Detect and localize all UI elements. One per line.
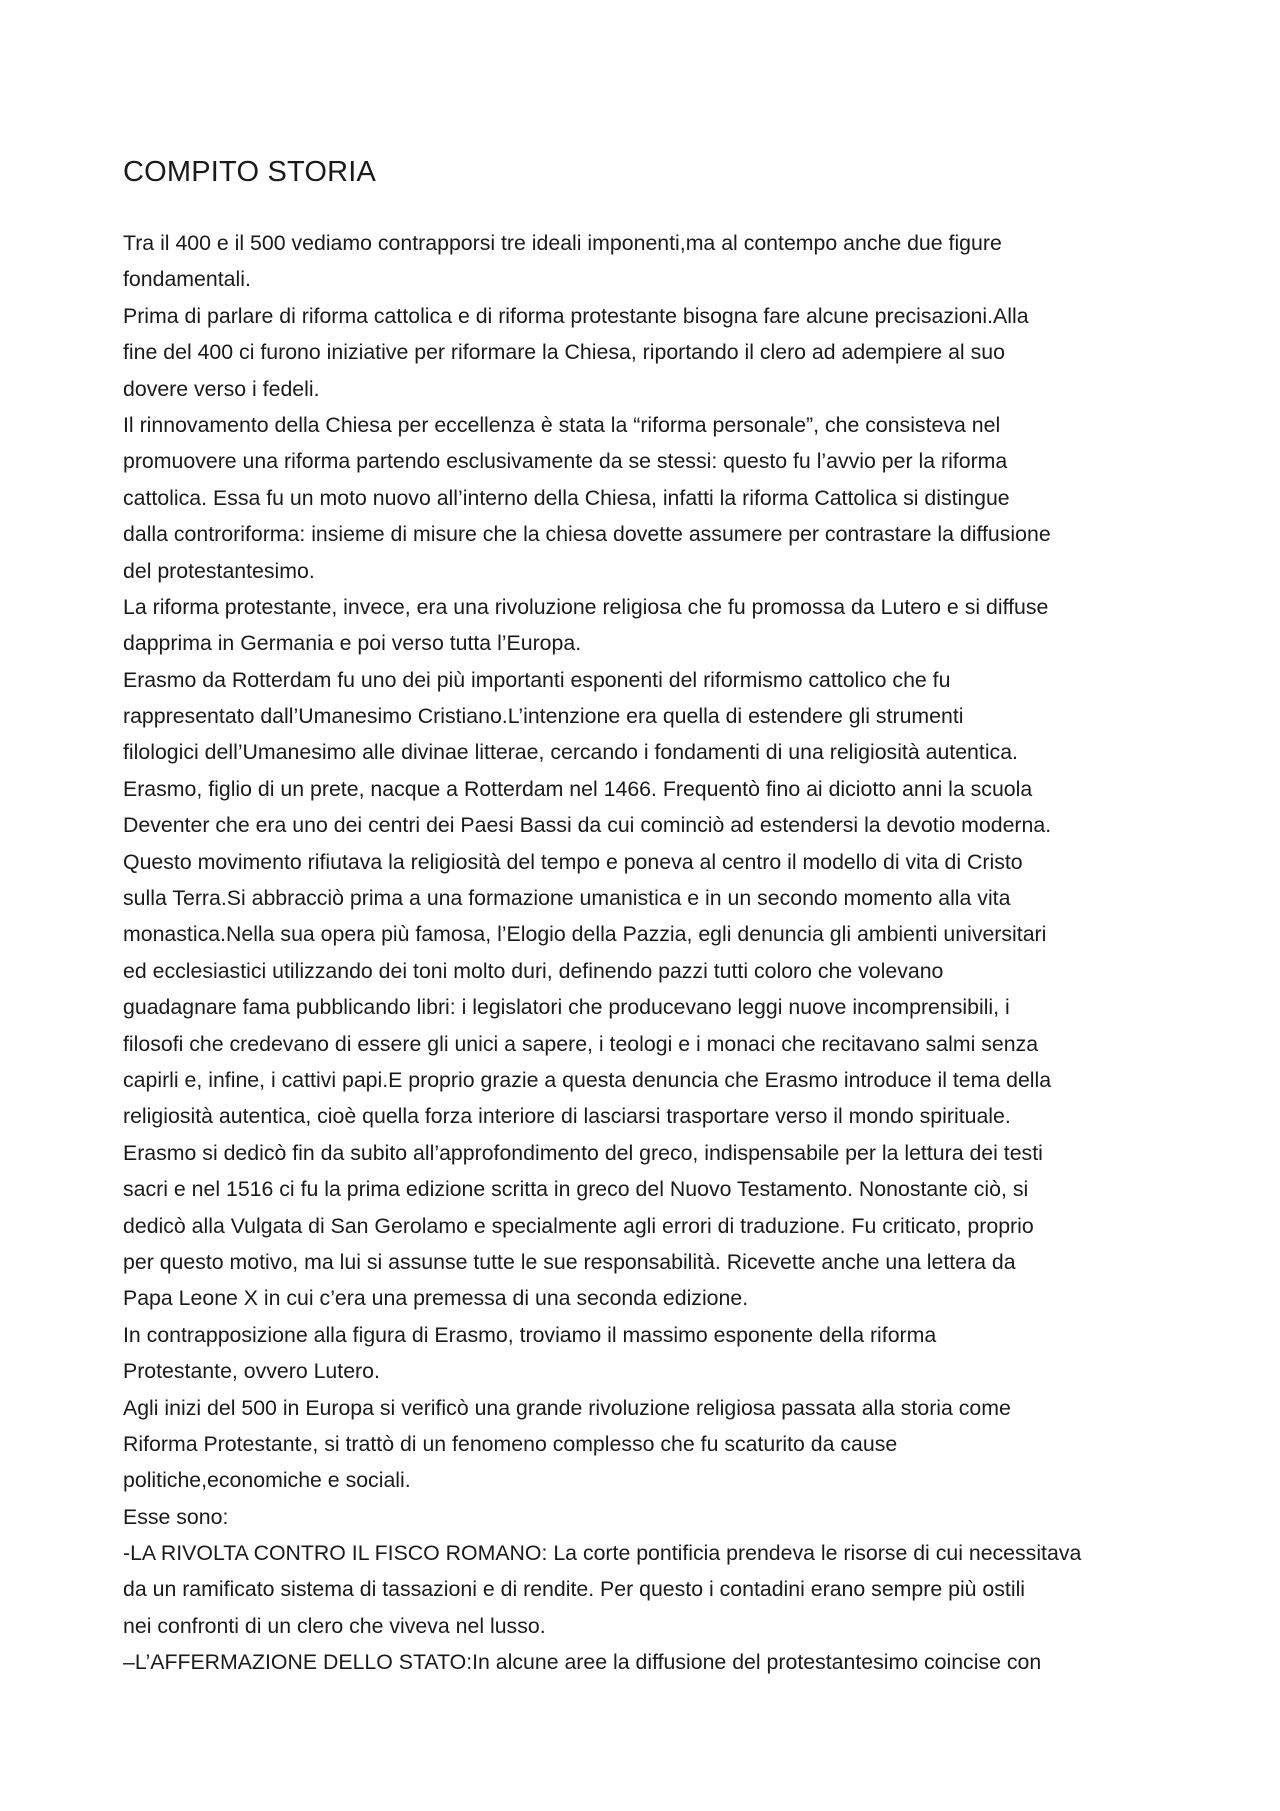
text-line: per questo motivo, ma lui si assunse tutte le sue responsabilità. Ricevette anche una lettera da <box>123 1249 1016 1274</box>
text-line: sacri e nel 1516 ci fu la prima edizione scritta in greco del Nuovo Testamento. Nonostante ciò, si <box>123 1177 1029 1202</box>
text-line: dalla controriforma: insieme di misure che la chiesa dovette assumere per contrastare la diffusione <box>123 522 1051 547</box>
text-line: dedicò alla Vulgata di San Gerolamo e specialmente agli errori di traduzione. Fu criticato, proprio <box>123 1213 1034 1238</box>
text-line: religiosità autentica, cioè quella forza interiore di lasciarsi trasportare verso il mondo spirituale. <box>123 1104 1011 1129</box>
text-line: nei confronti di un clero che viveva nel lusso. <box>123 1613 546 1638</box>
page-title: COMPITO STORIA <box>123 156 377 188</box>
text-line: Esse sono: <box>123 1504 229 1529</box>
text-line: monastica.Nella sua opera più famosa, l’Elogio della Pazzia, egli denuncia gli ambienti universitari <box>123 922 1047 947</box>
text-line: Erasmo da Rotterdam fu uno dei più importanti esponenti del riformismo cattolico che fu <box>123 667 951 692</box>
text-line: ed ecclesiastici utilizzando dei toni molto duri, definendo pazzi tutti coloro che volevano <box>123 958 944 983</box>
text-line: del protestantesimo. <box>123 558 315 583</box>
text-line: promuovere una riforma partendo esclusivamente da se stessi: questo fu l’avvio per la riforma <box>123 449 1008 474</box>
text-line: Protestante, ovvero Lutero. <box>123 1359 380 1384</box>
text-line: Prima di parlare di riforma cattolica e di riforma protestante bisogna fare alcune precisazioni.Alla <box>123 303 1029 328</box>
text-line: guadagnare fama pubblicando libri: i legislatori che producevano leggi nuove incomprensibili, i <box>123 995 1010 1020</box>
text-line: filologici dell’Umanesimo alle divinae litterae, cercando i fondamenti di una religiosità autentica. <box>123 740 1018 765</box>
text-line: Questo movimento rifiutava la religiosità del tempo e poneva al centro il modello di vita di Cristo <box>123 849 1023 874</box>
text-line: Erasmo si dedicò fin da subito all’approfondimento del greco, indispensabile per la lettura dei testi <box>123 1140 1043 1165</box>
text-line: Papa Leone X in cui c’era una premessa di una seconda edizione. <box>123 1286 749 1311</box>
text-line: Tra il 400 e il 500 vediamo contrapporsi tre ideali imponenti,ma al contempo anche due figure <box>123 231 1002 255</box>
text-line: politiche,economiche e sociali. <box>123 1468 411 1493</box>
text-line: capirli e, infine, i cattivi papi.E proprio grazie a questa denuncia che Erasmo introduce il tema della <box>123 1067 1052 1092</box>
text-line: sulla Terra.Si abbracciò prima a una formazione umanistica e in un secondo momento alla vita <box>123 886 1011 911</box>
text-line: Deventer che era uno dei centri dei Paesi Bassi da cui cominciò ad estendersi la devotio moderna. <box>123 813 1052 838</box>
document-body <box>123 225 1183 1681</box>
text-line: –L’AFFERMAZIONE DELLO STATO:In alcune aree la diffusione del protestantesimo coincise con <box>123 1650 1042 1675</box>
text-line: fine del 400 ci furono iniziative per riformare la Chiesa, riportando il clero ad adempiere al suo <box>123 340 1005 365</box>
text-line: fondamentali. <box>123 267 251 292</box>
text-line: cattolica. Essa fu un moto nuovo all’interno della Chiesa, infatti la riforma Cattolica si distingue <box>123 485 1010 510</box>
text-line: La riforma protestante, invece, era una rivoluzione religiosa che fu promossa da Lutero e si diffuse <box>123 594 1049 619</box>
text-line: filosofi che credevano di essere gli unici a sapere, i teologi e i monaci che recitavano salmi senza <box>123 1031 1039 1056</box>
text-line: rappresentato dall’Umanesimo Cristiano.L’intenzione era quella di estendere gli strumenti <box>123 704 964 729</box>
text-line: dapprima in Germania e poi verso tutta l’Europa. <box>123 631 582 656</box>
text-line: Riforma Protestante, si trattò di un fenomeno complesso che fu scaturito da cause <box>123 1431 898 1456</box>
text-line: Agli inizi del 500 in Europa si verificò una grande rivoluzione religiosa passata alla storia come <box>123 1395 1011 1420</box>
text-line: dovere verso i fedeli. <box>123 376 320 401</box>
text-line: -LA RIVOLTA CONTRO IL FISCO ROMANO: La corte pontificia prendeva le risorse di cui necessitava <box>123 1541 1082 1566</box>
text-line: Erasmo, figlio di un prete, nacque a Rotterdam nel 1466. Frequentò fino ai diciotto anni la scuola <box>123 776 1033 801</box>
text-line: In contrapposizione alla figura di Erasmo, troviamo il massimo esponente della riforma <box>123 1322 937 1347</box>
text-line: Il rinnovamento della Chiesa per eccellenza è stata la “riforma personale”, che consisteva nel <box>123 412 1001 437</box>
text-line: da un ramificato sistema di tassazioni e di rendite. Per questo i contadini erano sempre più ostili <box>123 1577 1026 1602</box>
